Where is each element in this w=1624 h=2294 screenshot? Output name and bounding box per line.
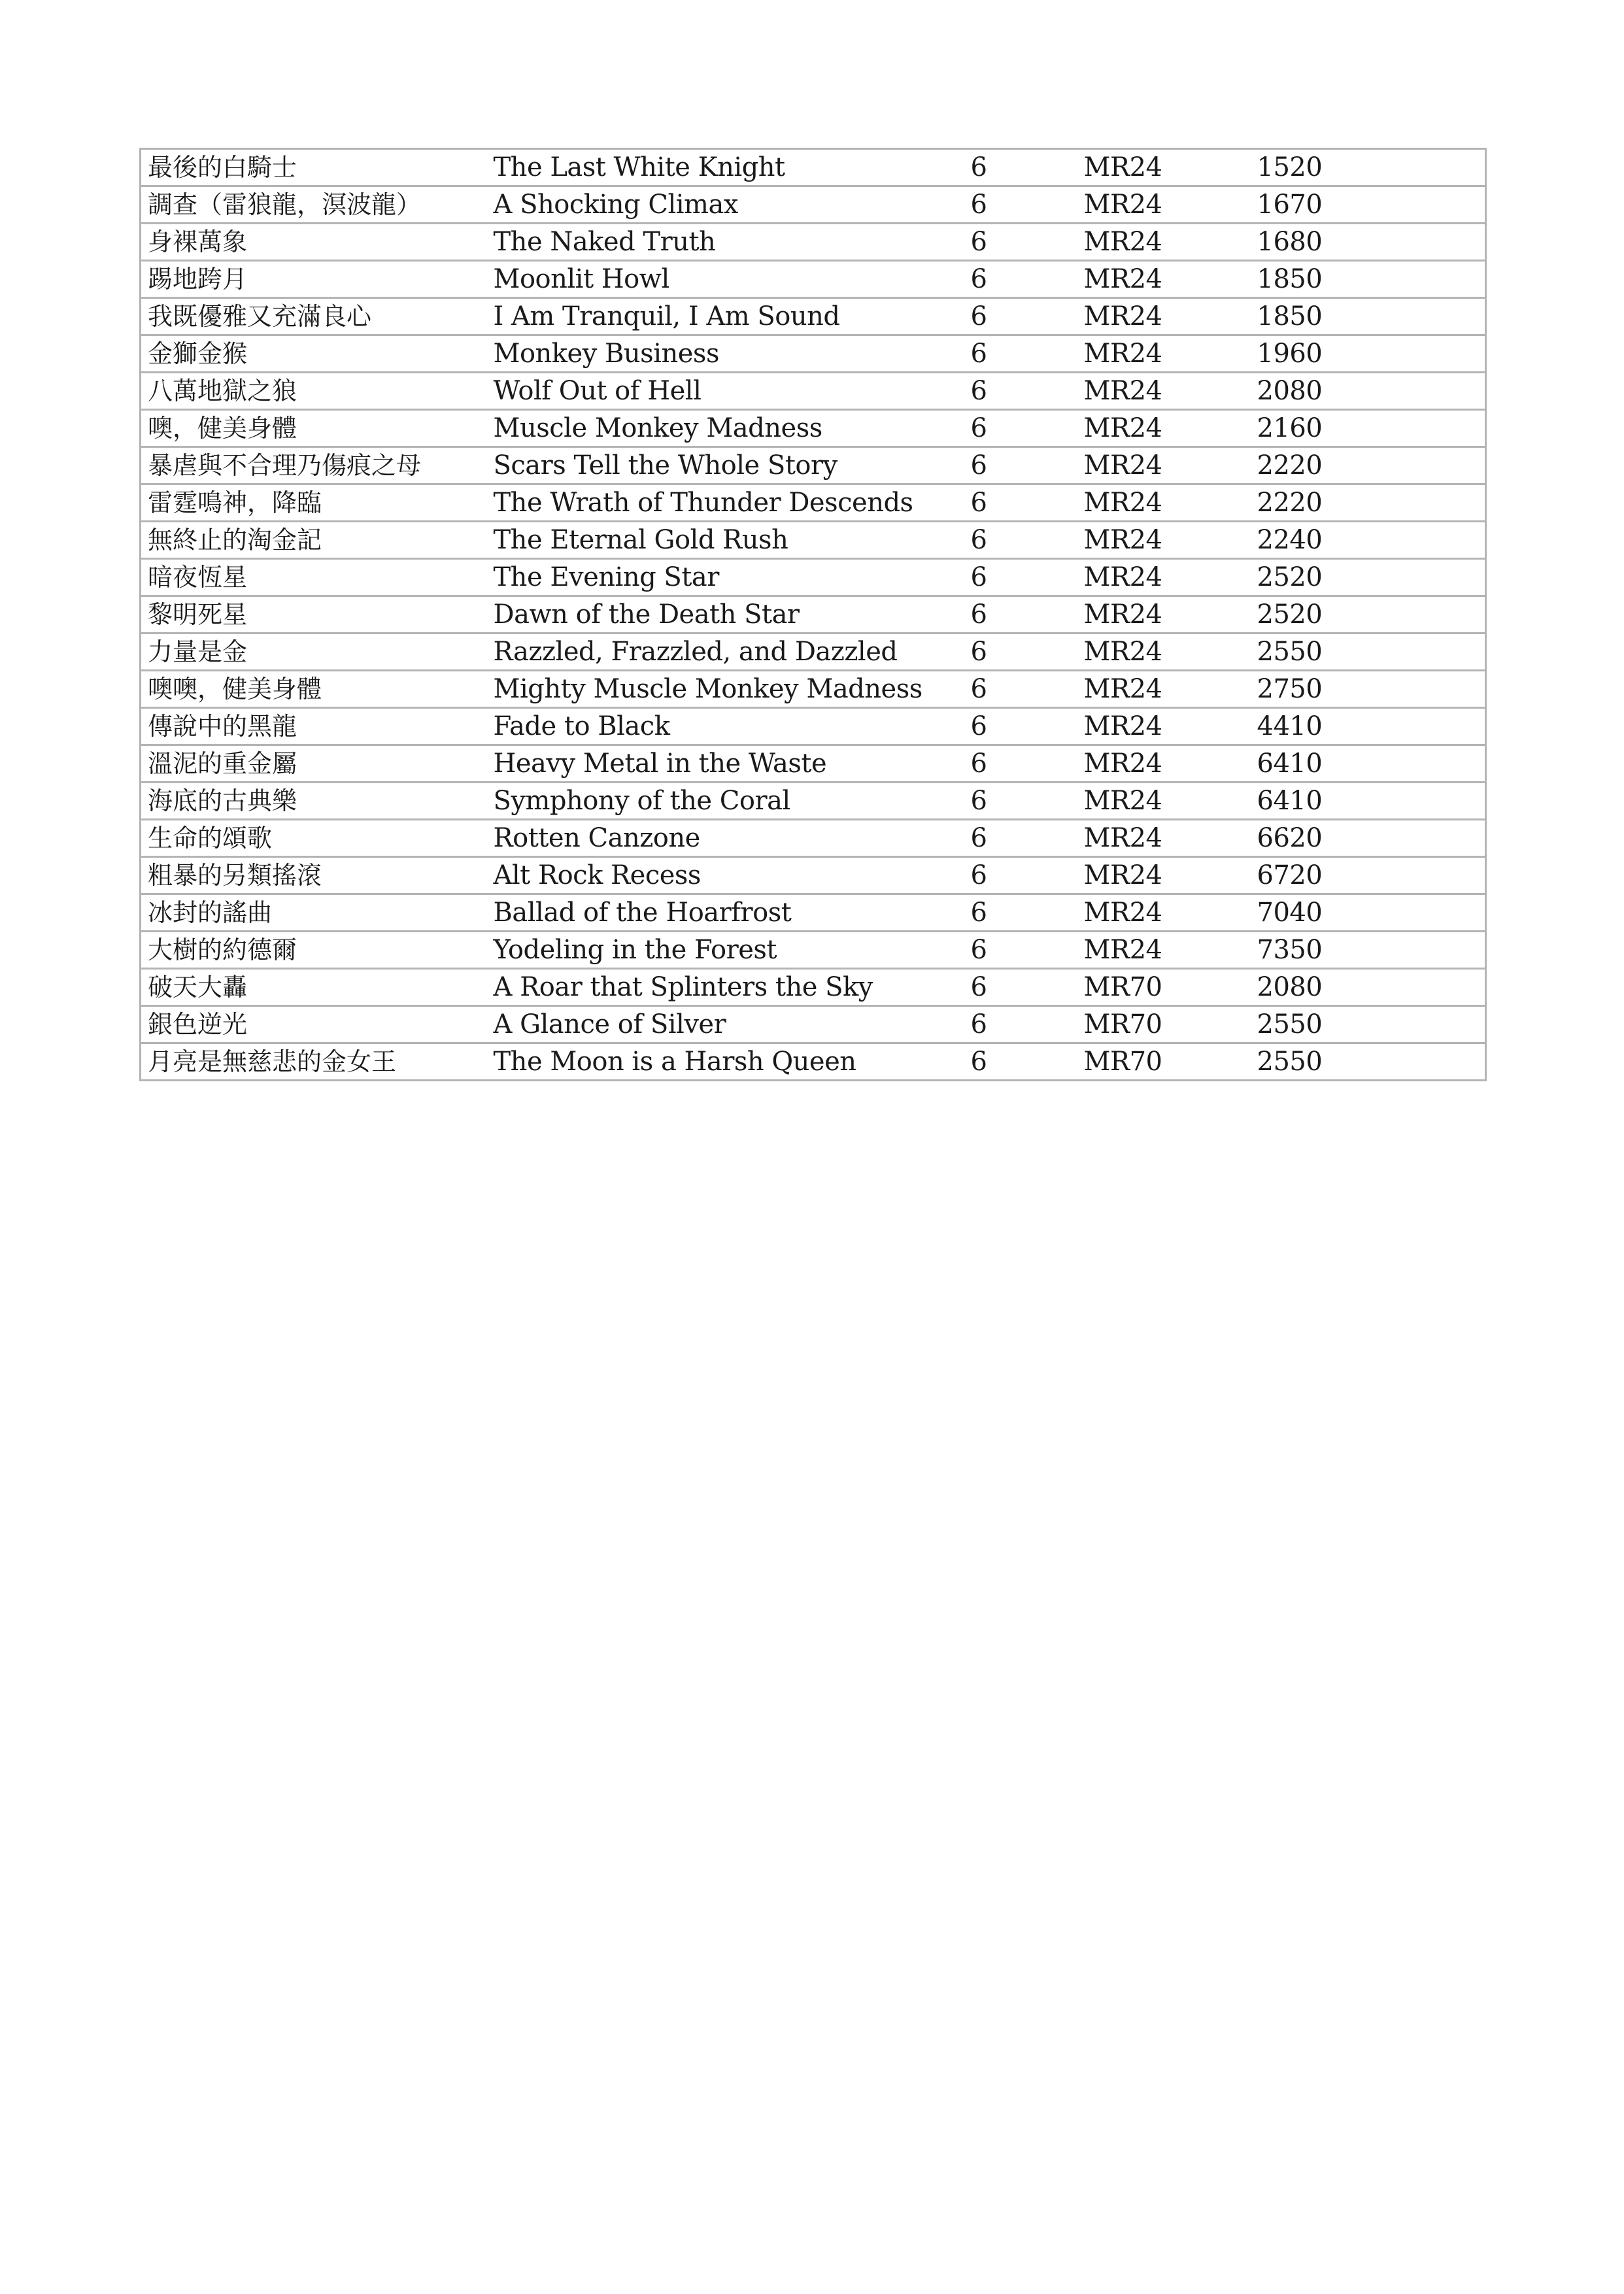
english-title-cell: The Wrath of Thunder Descends [487, 484, 971, 522]
table-row [141, 1043, 1486, 1081]
value-cell: 2240 [1257, 522, 1486, 559]
value-cell: 1960 [1257, 335, 1486, 373]
value-cell: 1680 [1257, 224, 1486, 261]
value-cell: 2520 [1257, 596, 1486, 633]
english-title-cell: Alt Rock Recess [487, 857, 971, 894]
rank-cell: 6 [971, 633, 1084, 671]
value-cell: 2550 [1257, 1043, 1486, 1081]
requirement-cell: MR24 [1084, 745, 1257, 783]
requirement-cell: MR24 [1084, 447, 1257, 484]
rank-cell: 6 [971, 335, 1084, 373]
value-cell: 2080 [1257, 373, 1486, 410]
value-cell: 1670 [1257, 186, 1486, 224]
chinese-title-cell: 溫泥的重金屬 [141, 745, 487, 783]
requirement-cell: MR24 [1084, 261, 1257, 298]
value-cell: 1850 [1257, 298, 1486, 335]
value-cell: 7040 [1257, 894, 1486, 932]
rank-cell: 6 [971, 1006, 1084, 1043]
rank-cell: 6 [971, 857, 1084, 894]
value-cell: 2550 [1257, 1006, 1486, 1043]
english-title-cell: Scars Tell the Whole Story [487, 447, 971, 484]
english-title-cell: Symphony of the Coral [487, 783, 971, 820]
english-title-cell: Monkey Business [487, 335, 971, 373]
chinese-title-cell: 冰封的謠曲 [141, 894, 487, 932]
chinese-title-cell: 生命的頌歌 [141, 820, 487, 857]
english-title-cell: Muscle Monkey Madness [487, 410, 971, 447]
rank-cell: 6 [971, 447, 1084, 484]
rank-cell: 6 [971, 932, 1084, 969]
chinese-title-cell: 海底的古典樂 [141, 783, 487, 820]
table-row [141, 932, 1486, 969]
english-title-cell: Fade to Black [487, 708, 971, 745]
value-cell: 6410 [1257, 783, 1486, 820]
rank-cell: 6 [971, 298, 1084, 335]
chinese-title-cell: 破天大轟 [141, 969, 487, 1006]
english-title-cell: Ballad of the Hoarfrost [487, 894, 971, 932]
english-title-cell: The Last White Knight [487, 149, 971, 186]
value-cell: 2160 [1257, 410, 1486, 447]
requirement-cell: MR24 [1084, 596, 1257, 633]
rank-cell: 6 [971, 410, 1084, 447]
english-title-cell: The Naked Truth [487, 224, 971, 261]
english-title-cell: Moonlit Howl [487, 261, 971, 298]
value-cell: 6720 [1257, 857, 1486, 894]
requirement-cell: MR24 [1084, 373, 1257, 410]
english-title-cell: I Am Tranquil, I Am Sound [487, 298, 971, 335]
rank-cell: 6 [971, 373, 1084, 410]
requirement-cell: MR24 [1084, 633, 1257, 671]
english-title-cell: The Evening Star [487, 559, 971, 596]
requirement-cell: MR24 [1084, 671, 1257, 708]
table-row [141, 298, 1486, 335]
requirement-cell: MR24 [1084, 559, 1257, 596]
value-cell: 2080 [1257, 969, 1486, 1006]
table-row [141, 224, 1486, 261]
chinese-title-cell: 暗夜恆星 [141, 559, 487, 596]
english-title-cell: Heavy Metal in the Waste [487, 745, 971, 783]
english-title-cell: Razzled, Frazzled, and Dazzled [487, 633, 971, 671]
rank-cell: 6 [971, 149, 1084, 186]
requirement-cell: MR24 [1084, 932, 1257, 969]
chinese-title-cell: 無終止的淘金記 [141, 522, 487, 559]
chinese-title-cell: 力量是金 [141, 633, 487, 671]
chinese-title-cell: 我既優雅又充滿良心 [141, 298, 487, 335]
rank-cell: 6 [971, 559, 1084, 596]
rank-cell: 6 [971, 1043, 1084, 1081]
value-cell: 2520 [1257, 559, 1486, 596]
chinese-title-cell: 調查（雷狼龍，溟波龍） [141, 186, 487, 224]
table-row [141, 335, 1486, 373]
requirement-cell: MR24 [1084, 484, 1257, 522]
english-title-cell: Wolf Out of Hell [487, 373, 971, 410]
table-row [141, 410, 1486, 447]
requirement-cell: MR24 [1084, 335, 1257, 373]
rank-cell: 6 [971, 484, 1084, 522]
value-cell: 2750 [1257, 671, 1486, 708]
value-cell: 4410 [1257, 708, 1486, 745]
chinese-title-cell: 金獅金猴 [141, 335, 487, 373]
requirement-cell: MR70 [1084, 1043, 1257, 1081]
chinese-title-cell: 雷霆鳴神，降臨 [141, 484, 487, 522]
requirement-cell: MR24 [1084, 783, 1257, 820]
table-row [141, 596, 1486, 633]
chinese-title-cell: 噢，健美身體 [141, 410, 487, 447]
rank-cell: 6 [971, 783, 1084, 820]
value-cell: 7350 [1257, 932, 1486, 969]
table-row [141, 559, 1486, 596]
rank-cell: 6 [971, 708, 1084, 745]
value-cell: 1520 [1257, 149, 1486, 186]
requirement-cell: MR24 [1084, 522, 1257, 559]
table-row [141, 522, 1486, 559]
table-row [141, 820, 1486, 857]
english-title-cell: A Shocking Climax [487, 186, 971, 224]
english-title-cell: The Moon is a Harsh Queen [487, 1043, 971, 1081]
english-title-cell: Yodeling in the Forest [487, 932, 971, 969]
english-title-cell: The Eternal Gold Rush [487, 522, 971, 559]
rank-cell: 6 [971, 894, 1084, 932]
english-title-cell: A Glance of Silver [487, 1006, 971, 1043]
value-cell: 2220 [1257, 484, 1486, 522]
table-row [141, 708, 1486, 745]
value-cell: 1850 [1257, 261, 1486, 298]
english-title-cell: A Roar that Splinters the Sky [487, 969, 971, 1006]
requirement-cell: MR24 [1084, 894, 1257, 932]
value-cell: 2220 [1257, 447, 1486, 484]
rank-cell: 6 [971, 186, 1084, 224]
requirement-cell: MR24 [1084, 410, 1257, 447]
chinese-title-cell: 傳說中的黑龍 [141, 708, 487, 745]
requirement-cell: MR24 [1084, 224, 1257, 261]
chinese-title-cell: 最後的白騎士 [141, 149, 487, 186]
chinese-title-cell: 月亮是無慈悲的金女王 [141, 1043, 487, 1081]
table-row [141, 633, 1486, 671]
chinese-title-cell: 身裸萬象 [141, 224, 487, 261]
value-cell: 6620 [1257, 820, 1486, 857]
requirement-cell: MR70 [1084, 969, 1257, 1006]
rank-cell: 6 [971, 224, 1084, 261]
chinese-title-cell: 大樹的約德爾 [141, 932, 487, 969]
requirement-cell: MR24 [1084, 857, 1257, 894]
requirement-cell: MR24 [1084, 820, 1257, 857]
chinese-title-cell: 粗暴的另類搖滾 [141, 857, 487, 894]
rank-cell: 6 [971, 969, 1084, 1006]
table-row [141, 671, 1486, 708]
table-row [141, 373, 1486, 410]
table-row [141, 149, 1486, 186]
english-title-cell: Dawn of the Death Star [487, 596, 971, 633]
rank-cell: 6 [971, 596, 1084, 633]
table-row [141, 969, 1486, 1006]
table-row [141, 1006, 1486, 1043]
value-cell: 2550 [1257, 633, 1486, 671]
english-title-cell: Rotten Canzone [487, 820, 971, 857]
rank-cell: 6 [971, 522, 1084, 559]
table-row [141, 745, 1486, 783]
requirement-cell: MR70 [1084, 1006, 1257, 1043]
table-body [141, 149, 1486, 1081]
table-row [141, 447, 1486, 484]
chinese-title-cell: 噢噢，健美身體 [141, 671, 487, 708]
requirement-cell: MR24 [1084, 298, 1257, 335]
chinese-title-cell: 踢地跨月 [141, 261, 487, 298]
rank-cell: 6 [971, 745, 1084, 783]
table-row [141, 783, 1486, 820]
table-row [141, 894, 1486, 932]
value-cell: 6410 [1257, 745, 1486, 783]
english-title-cell: Mighty Muscle Monkey Madness [487, 671, 971, 708]
chinese-title-cell: 八萬地獄之狼 [141, 373, 487, 410]
rank-cell: 6 [971, 671, 1084, 708]
chinese-title-cell: 黎明死星 [141, 596, 487, 633]
table-row [141, 186, 1486, 224]
rank-cell: 6 [971, 820, 1084, 857]
table-row [141, 261, 1486, 298]
table-row [141, 857, 1486, 894]
chinese-title-cell: 暴虐與不合理乃傷痕之母 [141, 447, 487, 484]
requirement-cell: MR24 [1084, 149, 1257, 186]
rank-cell: 6 [971, 261, 1084, 298]
requirement-cell: MR24 [1084, 186, 1257, 224]
quest-table [139, 148, 1487, 1081]
table-row [141, 484, 1486, 522]
chinese-title-cell: 銀色逆光 [141, 1006, 487, 1043]
requirement-cell: MR24 [1084, 708, 1257, 745]
